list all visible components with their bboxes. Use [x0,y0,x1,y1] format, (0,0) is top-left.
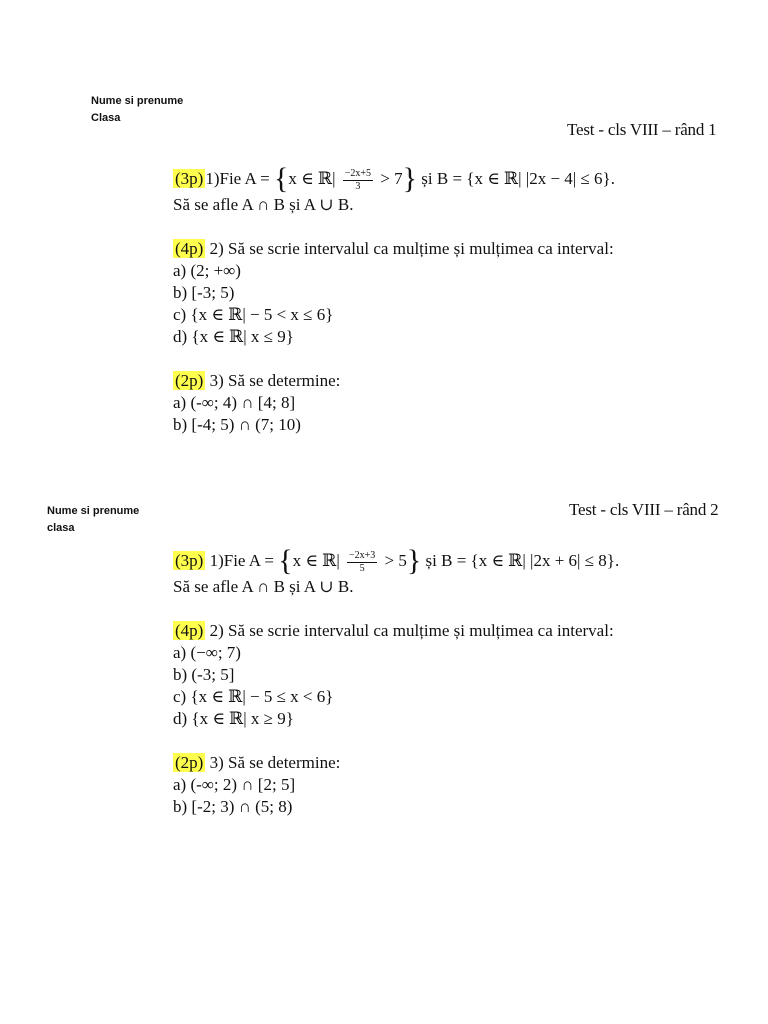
points-badge: (4p) [175,621,204,640]
q1-line: (3p) 1)Fie A = {x ∈ ℝ| $\frac{-2x+5}{3}$ > 7} și B = {x ∈ ℝ| |2x − 4| ≤ 6}. [175,162,615,195]
list-item: d) {x ∈ ℝ| x ≥ 9} [173,709,294,728]
list-item: b) [-3; 5) [173,283,235,302]
fraction: $\frac{-2x+3}{5}$ [348,549,376,574]
list-item: a) (−∞; 7) [173,643,241,662]
list-item: a) (-∞; 4) ∩ [4; 8] [173,393,296,412]
name-label: Nume si prenume [91,95,184,107]
q2-line: (4p) 2) Să se scrie intervalul ca mulțime și mulțimea ca interval: [175,621,614,640]
class-label: Clasa [91,112,121,124]
q1-line2: Să se afle A ∩ B și A ∪ B. [173,577,354,596]
name-label: Nume si prenume [47,505,140,517]
q1-line2: Să se afle A ∩ B și A ∪ B. [173,195,354,214]
question-block-2 [173,546,619,818]
q2-line: (4p) 2) Să se scrie intervalul ca mulțime și mulțimea ca interval: [175,239,614,258]
points-badge: (3p) [175,551,204,570]
list-item: b) [-2; 3) ∩ (5; 8) [173,797,293,816]
student-header-1 [91,93,183,127]
class-label: clasa [47,522,75,534]
list-item: c) {x ∈ ℝ| − 5 < x ≤ 6} [173,305,334,324]
q1-line: (3p) 1)Fie A = {x ∈ ℝ| $\frac{-2x+3}{5}$ > 5} și B = {x ∈ ℝ| |2x + 6| ≤ 8}. [175,544,620,577]
list-item: c) {x ∈ ℝ| − 5 ≤ x < 6} [173,687,334,706]
list-item: b) [-4; 5) ∩ (7; 10) [173,415,301,434]
fraction: $\frac{-2x+5}{3}$ [344,167,372,192]
test-title-1: Test - cls VIII – rând 1 [567,120,717,139]
points-badge: (2p) [175,371,204,390]
list-item: d) {x ∈ ℝ| x ≤ 9} [173,327,294,346]
list-item: a) (2; +∞) [173,261,241,280]
list-item: b) (-3; 5] [173,665,235,684]
points-badge: (2p) [175,753,204,772]
test-title-2: Test - cls VIII – rând 2 [569,500,719,519]
q3-line: (2p) 3) Să se determine: [175,753,341,772]
student-header-2 [47,503,139,537]
q3-line: (2p) 3) Să se determine: [175,371,341,390]
points-badge: (4p) [175,239,204,258]
points-badge: (3p) [175,169,204,188]
list-item: a) (-∞; 2) ∩ [2; 5] [173,775,296,794]
question-block-1 [173,164,615,436]
